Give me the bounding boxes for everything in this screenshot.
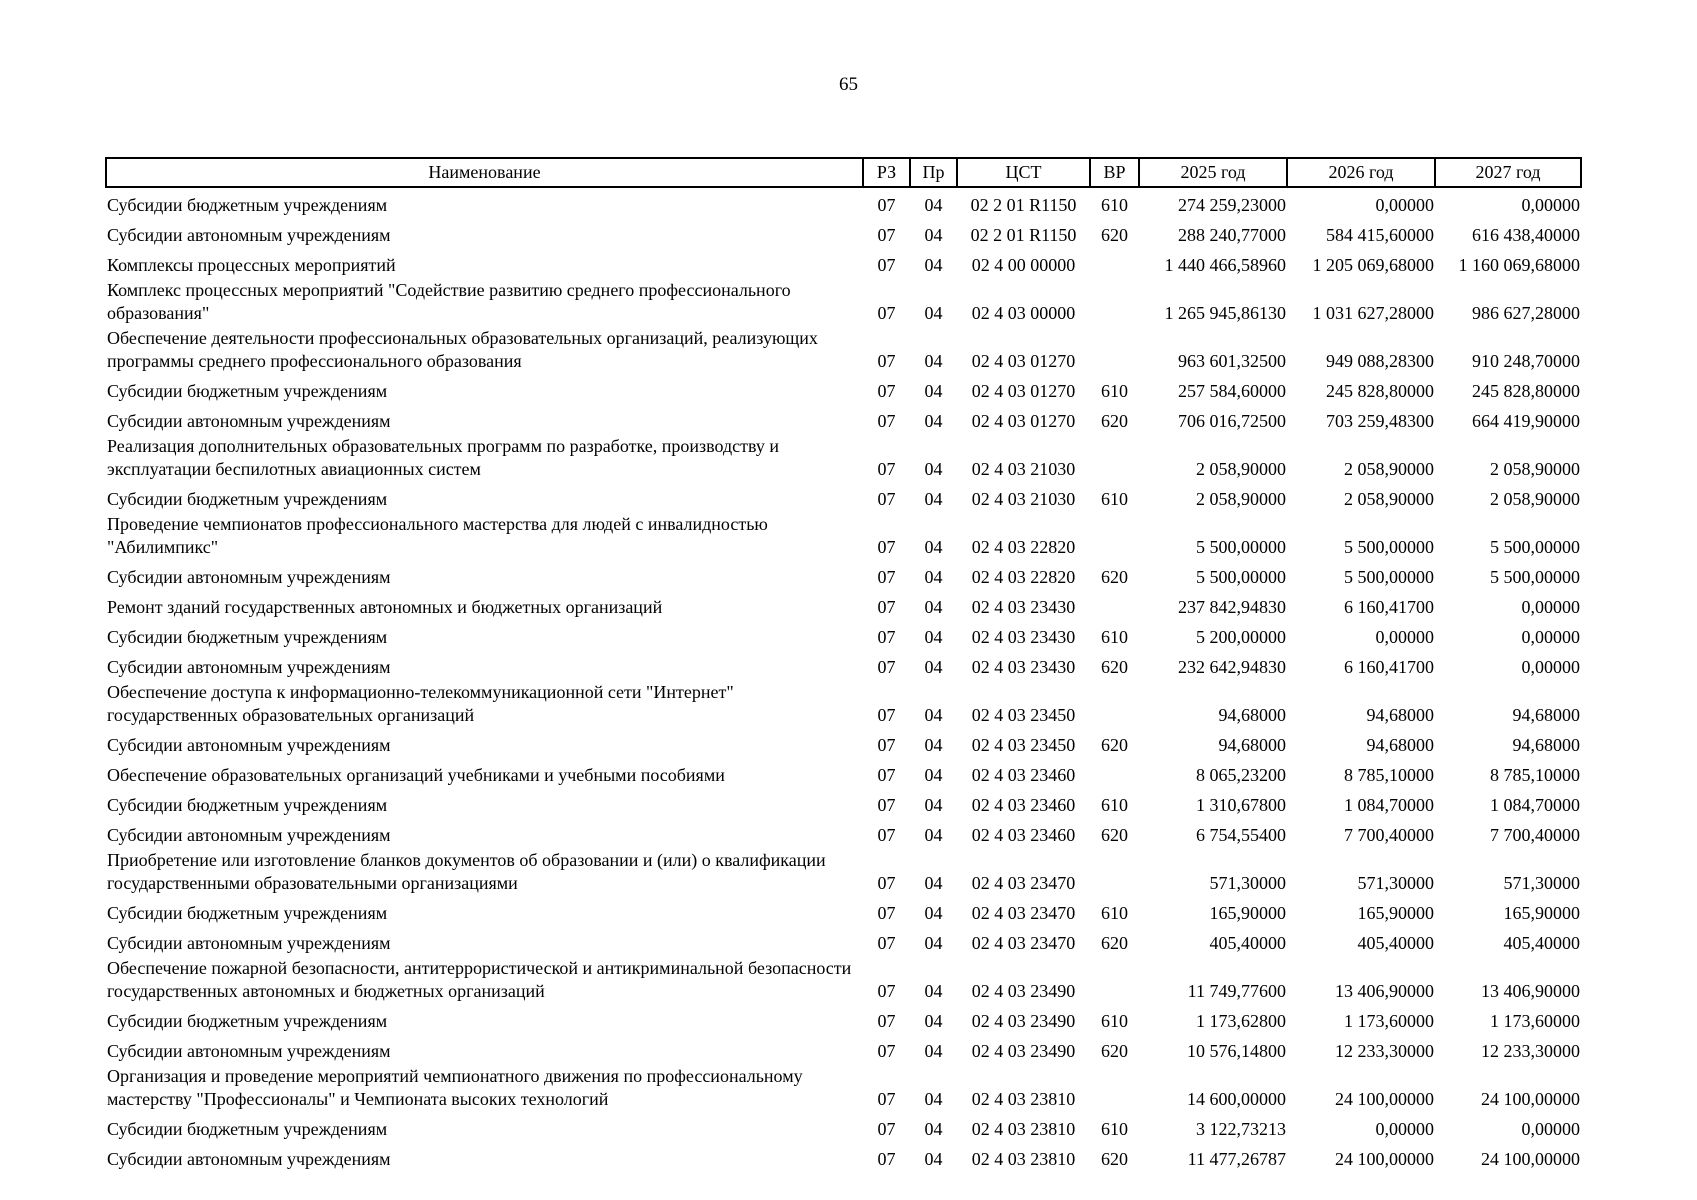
cell-rz: 07 [877, 825, 896, 845]
cell-name: Субсидии автономным учреждениям [107, 1041, 391, 1061]
table-row [106, 956, 1581, 1004]
cell-2027: 8 785,10000 [1490, 765, 1580, 785]
cell-2027: 0,00000 [1521, 627, 1580, 647]
cell-2025: 94,68000 [1218, 705, 1286, 725]
cell-2025: 963 601,32500 [1178, 351, 1286, 371]
table-row [106, 374, 1581, 404]
table-row [106, 848, 1581, 896]
table-row [106, 482, 1581, 512]
cell-pr: 04 [924, 903, 943, 923]
cell-2026: 245 828,80000 [1326, 381, 1434, 401]
cell-rz: 07 [877, 1041, 896, 1061]
cell-pr: 04 [924, 381, 943, 401]
cell-2025: 165,90000 [1209, 903, 1286, 923]
cell-2027: 571,30000 [1503, 873, 1580, 893]
cell-name: Субсидии бюджетным учреждениям [107, 1011, 388, 1031]
cell-2026: 2 058,90000 [1344, 489, 1434, 509]
cell-vr: 620 [1101, 225, 1128, 245]
cell-cst: 02 4 03 23430 [971, 597, 1076, 617]
cell-vr [1090, 956, 1139, 1004]
cell-rz: 07 [877, 381, 896, 401]
cell-cst: 02 4 03 01270 [971, 351, 1076, 371]
cell-vr: 620 [1101, 1149, 1128, 1169]
cell-rz: 07 [877, 303, 896, 323]
cell-vr: 620 [1101, 411, 1128, 431]
cell-2025: 1 265 945,86130 [1164, 303, 1286, 323]
cell-name: Субсидии бюджетным учреждениям [107, 489, 388, 509]
cell-cst: 02 4 03 21030 [971, 459, 1076, 479]
cell-pr: 04 [924, 303, 943, 323]
page-number: 65 [839, 74, 858, 95]
cell-2027: 986 627,28000 [1472, 303, 1580, 323]
cell-vr [1090, 512, 1139, 560]
cell-pr: 04 [924, 1011, 943, 1031]
cell-2026: 1 205 069,68000 [1312, 255, 1434, 275]
cell-cst: 02 4 03 23450 [971, 735, 1076, 755]
cell-rz: 07 [877, 765, 896, 785]
cell-2026: 5 500,00000 [1344, 567, 1434, 587]
table-row [106, 404, 1581, 434]
table-row [106, 560, 1581, 590]
cell-name: Организация и проведение мероприятий чемпионатного движения по профессиональному мастерству "Профессионалы" и Чемпионата высоких технологий [107, 1066, 803, 1109]
cell-rz: 07 [877, 255, 896, 275]
cell-2026: 949 088,28300 [1326, 351, 1434, 371]
cell-cst: 02 4 03 23810 [971, 1089, 1076, 1109]
cell-pr: 04 [924, 825, 943, 845]
cell-2025: 257 584,60000 [1178, 381, 1286, 401]
cell-2027: 2 058,90000 [1490, 489, 1580, 509]
cell-2027: 0,00000 [1521, 657, 1580, 677]
cell-vr [1090, 434, 1139, 482]
header-name: Наименование [106, 158, 863, 187]
cell-pr: 04 [924, 765, 943, 785]
cell-2025: 14 600,00000 [1187, 1089, 1286, 1109]
header-2026: 2026 год [1287, 158, 1435, 187]
cell-name: Субсидии бюджетным учреждениям [107, 627, 388, 647]
cell-2025: 10 576,14800 [1187, 1041, 1286, 1061]
cell-vr [1090, 326, 1139, 374]
table-row [106, 1142, 1581, 1172]
cell-pr: 04 [924, 255, 943, 275]
cell-pr: 04 [924, 795, 943, 815]
cell-name: Обеспечение деятельности профессиональных образовательных организаций, реализующих программы среднего профессионального образования [107, 328, 818, 371]
cell-vr [1090, 758, 1139, 788]
cell-cst: 02 4 03 23450 [971, 705, 1076, 725]
header-vr: ВР [1090, 158, 1139, 187]
header-2027: 2027 год [1435, 158, 1581, 187]
cell-name: Субсидии бюджетным учреждениям [107, 795, 388, 815]
cell-pr: 04 [924, 195, 943, 215]
cell-name: Комплекс процессных мероприятий "Содействие развитию среднего профессионального образования" [107, 280, 791, 323]
cell-2027: 5 500,00000 [1490, 537, 1580, 557]
cell-cst: 02 4 03 23810 [971, 1149, 1076, 1169]
cell-pr: 04 [924, 1119, 943, 1139]
cell-rz: 07 [877, 627, 896, 647]
cell-name: Субсидии бюджетным учреждениям [107, 1119, 388, 1139]
cell-rz: 07 [877, 351, 896, 371]
table-row [106, 650, 1581, 680]
table-row [106, 758, 1581, 788]
cell-name: Субсидии бюджетным учреждениям [107, 195, 388, 215]
cell-2026: 0,00000 [1375, 195, 1434, 215]
cell-2025: 8 065,23200 [1196, 765, 1286, 785]
table-row [106, 512, 1581, 560]
cell-2025: 706 016,72500 [1178, 411, 1286, 431]
cell-rz: 07 [877, 1089, 896, 1109]
cell-2026: 5 500,00000 [1344, 537, 1434, 557]
cell-2025: 1 173,62800 [1196, 1011, 1286, 1031]
cell-cst: 02 4 03 01270 [971, 381, 1076, 401]
cell-name: Субсидии бюджетным учреждениям [107, 381, 388, 401]
table-row [106, 248, 1581, 278]
cell-2026: 94,68000 [1366, 735, 1434, 755]
cell-name: Приобретение или изготовление бланков документов об образовании и (или) о квалификации государственными образовательными организациями [107, 850, 826, 893]
cell-pr: 04 [924, 351, 943, 371]
cell-2026: 405,40000 [1357, 933, 1434, 953]
cell-name: Проведение чемпионатов профессионального мастерства для людей с инвалидностью "Абилимпикс" [107, 514, 768, 557]
cell-rz: 07 [877, 933, 896, 953]
cell-cst: 02 4 03 00000 [971, 303, 1076, 323]
cell-2025: 1 310,67800 [1196, 795, 1286, 815]
cell-2026: 7 700,40000 [1344, 825, 1434, 845]
cell-name: Субсидии автономным учреждениям [107, 825, 391, 845]
cell-name: Комплексы процессных мероприятий [107, 255, 396, 275]
cell-2027: 1 084,70000 [1490, 795, 1580, 815]
cell-rz: 07 [877, 1149, 896, 1169]
cell-cst: 02 4 03 22820 [971, 537, 1076, 557]
cell-2025: 237 842,94830 [1178, 597, 1286, 617]
cell-vr [1090, 590, 1139, 620]
cell-vr [1090, 278, 1139, 326]
table-row [106, 926, 1581, 956]
cell-cst: 02 4 03 23470 [971, 933, 1076, 953]
cell-2027: 165,90000 [1503, 903, 1580, 923]
cell-2027: 1 160 069,68000 [1458, 255, 1580, 275]
cell-rz: 07 [877, 981, 896, 1001]
header-pr: Пр [910, 158, 957, 187]
table-row [106, 187, 1581, 218]
table-row [106, 818, 1581, 848]
cell-cst: 02 4 03 23460 [971, 765, 1076, 785]
cell-cst: 02 4 03 01270 [971, 411, 1076, 431]
cell-2027: 405,40000 [1503, 933, 1580, 953]
table-row [106, 218, 1581, 248]
cell-vr [1090, 848, 1139, 896]
cell-rz: 07 [877, 567, 896, 587]
cell-pr: 04 [924, 489, 943, 509]
cell-pr: 04 [924, 1041, 943, 1061]
cell-pr: 04 [924, 567, 943, 587]
cell-2025: 6 754,55400 [1196, 825, 1286, 845]
cell-pr: 04 [924, 411, 943, 431]
cell-2027: 245 828,80000 [1472, 381, 1580, 401]
cell-name: Субсидии автономным учреждениям [107, 735, 391, 755]
cell-pr: 04 [924, 933, 943, 953]
table-row [106, 1034, 1581, 1064]
cell-vr: 610 [1101, 1119, 1128, 1139]
cell-cst: 02 4 03 21030 [971, 489, 1076, 509]
cell-name: Обеспечение пожарной безопасности, антитеррористической и антикриминальной безопасности государственных автономных и бюджетных организаций [107, 958, 852, 1001]
table-row [106, 896, 1581, 926]
table-header-row [106, 158, 1581, 187]
cell-vr: 610 [1101, 1011, 1128, 1031]
cell-vr [1090, 1064, 1139, 1112]
cell-vr: 610 [1101, 795, 1128, 815]
cell-2027: 5 500,00000 [1490, 567, 1580, 587]
cell-vr: 610 [1101, 489, 1128, 509]
cell-rz: 07 [877, 1011, 896, 1031]
cell-cst: 02 4 03 23490 [971, 1011, 1076, 1031]
cell-2026: 94,68000 [1366, 705, 1434, 725]
cell-vr: 620 [1101, 825, 1128, 845]
cell-rz: 07 [877, 903, 896, 923]
cell-rz: 07 [877, 735, 896, 755]
cell-name: Субсидии автономным учреждениям [107, 1149, 391, 1169]
cell-2025: 5 200,00000 [1196, 627, 1286, 647]
cell-vr: 620 [1101, 933, 1128, 953]
cell-cst: 02 4 03 23490 [971, 1041, 1076, 1061]
cell-2027: 1 173,60000 [1490, 1011, 1580, 1031]
cell-rz: 07 [877, 459, 896, 479]
cell-2025: 571,30000 [1209, 873, 1286, 893]
cell-2026: 584 415,60000 [1326, 225, 1434, 245]
header-cst: ЦСТ [957, 158, 1090, 187]
cell-2026: 6 160,41700 [1344, 657, 1434, 677]
table-row [106, 1004, 1581, 1034]
cell-pr: 04 [924, 705, 943, 725]
table-row [106, 590, 1581, 620]
cell-2027: 0,00000 [1521, 1119, 1580, 1139]
table-row [106, 680, 1581, 728]
table-row [106, 788, 1581, 818]
table-row [106, 1112, 1581, 1142]
cell-rz: 07 [877, 873, 896, 893]
table-row [106, 434, 1581, 482]
cell-pr: 04 [924, 459, 943, 479]
cell-vr: 620 [1101, 657, 1128, 677]
cell-name: Субсидии автономным учреждениям [107, 567, 391, 587]
budget-table [105, 157, 1582, 1172]
cell-cst: 02 2 01 R1150 [970, 195, 1077, 215]
cell-rz: 07 [877, 597, 896, 617]
table-body [106, 187, 1581, 1172]
cell-2026: 1 031 627,28000 [1312, 303, 1434, 323]
cell-2026: 6 160,41700 [1344, 597, 1434, 617]
cell-rz: 07 [877, 657, 896, 677]
cell-2027: 2 058,90000 [1490, 459, 1580, 479]
cell-cst: 02 4 00 00000 [971, 255, 1076, 275]
cell-rz: 07 [877, 225, 896, 245]
cell-cst: 02 4 03 23430 [971, 627, 1076, 647]
cell-pr: 04 [924, 873, 943, 893]
cell-name: Субсидии бюджетным учреждениям [107, 903, 388, 923]
cell-2026: 2 058,90000 [1344, 459, 1434, 479]
cell-2027: 616 438,40000 [1472, 225, 1580, 245]
cell-2027: 24 100,00000 [1481, 1089, 1580, 1109]
cell-pr: 04 [924, 981, 943, 1001]
cell-2026: 8 785,10000 [1344, 765, 1434, 785]
table-row [106, 1064, 1581, 1112]
cell-2026: 1 084,70000 [1344, 795, 1434, 815]
cell-name: Обеспечение образовательных организаций учебниками и учебными пособиями [107, 765, 725, 785]
cell-cst: 02 4 03 23470 [971, 873, 1076, 893]
cell-rz: 07 [877, 795, 896, 815]
table-row [106, 620, 1581, 650]
cell-2025: 2 058,90000 [1196, 459, 1286, 479]
cell-pr: 04 [924, 597, 943, 617]
cell-pr: 04 [924, 1089, 943, 1109]
cell-rz: 07 [877, 705, 896, 725]
cell-pr: 04 [924, 657, 943, 677]
cell-rz: 07 [877, 1119, 896, 1139]
cell-2026: 13 406,90000 [1335, 981, 1434, 1001]
cell-2026: 24 100,00000 [1335, 1089, 1434, 1109]
cell-2026: 12 233,30000 [1335, 1041, 1434, 1061]
cell-vr: 620 [1101, 1041, 1128, 1061]
cell-2026: 1 173,60000 [1344, 1011, 1434, 1031]
cell-vr [1090, 680, 1139, 728]
cell-2027: 7 700,40000 [1490, 825, 1580, 845]
cell-2026: 703 259,48300 [1326, 411, 1434, 431]
cell-cst: 02 2 01 R1150 [970, 225, 1077, 245]
cell-2026: 165,90000 [1357, 903, 1434, 923]
cell-2025: 274 259,23000 [1178, 195, 1286, 215]
cell-2027: 664 419,90000 [1472, 411, 1580, 431]
cell-pr: 04 [924, 1149, 943, 1169]
cell-name: Реализация дополнительных образовательных программ по разработке, производству и эксплуатации беспилотных авиационных систем [107, 436, 780, 479]
cell-vr: 610 [1101, 195, 1128, 215]
cell-vr: 610 [1101, 381, 1128, 401]
cell-2026: 571,30000 [1357, 873, 1434, 893]
cell-2027: 94,68000 [1512, 705, 1580, 725]
table-row [106, 326, 1581, 374]
cell-2025: 5 500,00000 [1196, 567, 1286, 587]
cell-2027: 0,00000 [1521, 597, 1580, 617]
cell-cst: 02 4 03 23460 [971, 795, 1076, 815]
cell-cst: 02 4 03 23460 [971, 825, 1076, 845]
cell-rz: 07 [877, 537, 896, 557]
cell-2026: 0,00000 [1375, 627, 1434, 647]
cell-pr: 04 [924, 225, 943, 245]
header-2025: 2025 год [1139, 158, 1287, 187]
cell-pr: 04 [924, 735, 943, 755]
cell-vr: 620 [1101, 735, 1128, 755]
cell-rz: 07 [877, 411, 896, 431]
cell-cst: 02 4 03 23430 [971, 657, 1076, 677]
table-row [106, 278, 1581, 326]
cell-rz: 07 [877, 195, 896, 215]
cell-2025: 288 240,77000 [1178, 225, 1286, 245]
cell-2025: 1 440 466,58960 [1164, 255, 1286, 275]
cell-name: Субсидии автономным учреждениям [107, 657, 391, 677]
cell-cst: 02 4 03 23810 [971, 1119, 1076, 1139]
cell-pr: 04 [924, 537, 943, 557]
cell-cst: 02 4 03 23490 [971, 981, 1076, 1001]
cell-rz: 07 [877, 489, 896, 509]
cell-2025: 5 500,00000 [1196, 537, 1286, 557]
cell-2025: 11 477,26787 [1187, 1149, 1286, 1169]
cell-cst: 02 4 03 22820 [971, 567, 1076, 587]
cell-vr: 610 [1101, 903, 1128, 923]
cell-name: Обеспечение доступа к информационно-телекоммуникационной сети "Интернет" государственных образовательных организаций [107, 682, 734, 725]
cell-2027: 910 248,70000 [1472, 351, 1580, 371]
cell-vr [1090, 248, 1139, 278]
cell-2027: 0,00000 [1521, 195, 1580, 215]
cell-2027: 13 406,90000 [1481, 981, 1580, 1001]
cell-name: Ремонт зданий государственных автономных и бюджетных организаций [107, 597, 663, 617]
cell-name: Субсидии автономным учреждениям [107, 933, 391, 953]
cell-name: Субсидии автономным учреждениям [107, 411, 391, 431]
cell-2025: 405,40000 [1209, 933, 1286, 953]
cell-2025: 3 122,73213 [1196, 1119, 1286, 1139]
cell-2026: 0,00000 [1375, 1119, 1434, 1139]
table-row [106, 728, 1581, 758]
cell-2027: 12 233,30000 [1481, 1041, 1580, 1061]
cell-2025: 2 058,90000 [1196, 489, 1286, 509]
cell-name: Субсидии автономным учреждениям [107, 225, 391, 245]
cell-2027: 24 100,00000 [1481, 1149, 1580, 1169]
cell-pr: 04 [924, 627, 943, 647]
header-rz: РЗ [863, 158, 910, 187]
cell-2027: 94,68000 [1512, 735, 1580, 755]
cell-2025: 232 642,94830 [1178, 657, 1286, 677]
cell-vr: 620 [1101, 567, 1128, 587]
cell-2026: 24 100,00000 [1335, 1149, 1434, 1169]
cell-2025: 11 749,77600 [1187, 981, 1286, 1001]
cell-vr: 610 [1101, 627, 1128, 647]
cell-cst: 02 4 03 23470 [971, 903, 1076, 923]
cell-2025: 94,68000 [1218, 735, 1286, 755]
